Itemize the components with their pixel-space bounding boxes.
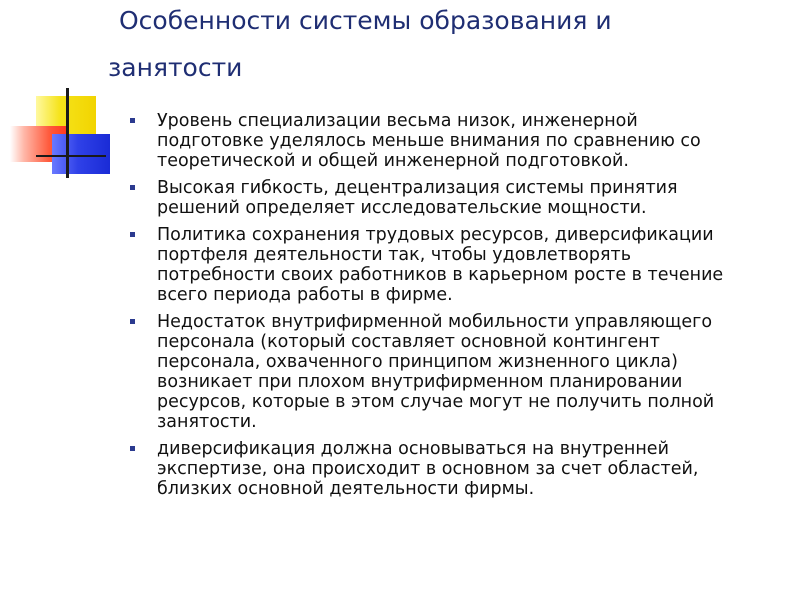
bullet-text: Политика сохранения трудовых ресурсов, диверсификации портфеля деятельности так, чтобы удовлетворять потребности своих работников в карьерном росте в течение всего периода работы в фирме.: [157, 225, 724, 305]
slide-title-line-2: занятости: [108, 53, 243, 82]
vertical-line: [66, 88, 69, 178]
bullet-text: Недостаток внутрифирменной мобильности управляющего персонала (который составляет основной контингент персонала, охваченного принципом жизненного цикла) возникает при плохом внутрифирменном планировании ресурсов, которые в этом случае могут не получить полной занятости.: [157, 312, 715, 432]
bullet-item: [130, 312, 795, 432]
square-bullet-icon: [130, 118, 135, 123]
bullet-item: [130, 225, 795, 305]
bullet-item: [130, 439, 795, 499]
bullet-item: [130, 178, 795, 218]
square-bullet-icon: [130, 446, 135, 451]
blue-block: [52, 134, 110, 174]
slide-title-line-1: Особенности системы образования и: [119, 6, 612, 35]
square-bullet-icon: [130, 185, 135, 190]
square-bullet-icon: [130, 232, 135, 237]
square-bullet-icon: [130, 319, 135, 324]
bullet-list: [130, 111, 795, 506]
bullet-text: Высокая гибкость, децентрализация системы принятия решений определяет исследовательские мощности.: [157, 178, 678, 218]
bullet-text: диверсификация должна основываться на внутренней экспертизе, она происходит в основном за счет областей, близких основной деятельности фирмы.: [157, 439, 699, 499]
horizontal-line: [36, 155, 106, 157]
bullet-item: [130, 111, 795, 171]
bullet-text: Уровень специализации весьма низок, инженерной подготовке уделялось меньше внимания по сравнению со теоретической и общей инженерной подготовкой.: [157, 111, 701, 171]
